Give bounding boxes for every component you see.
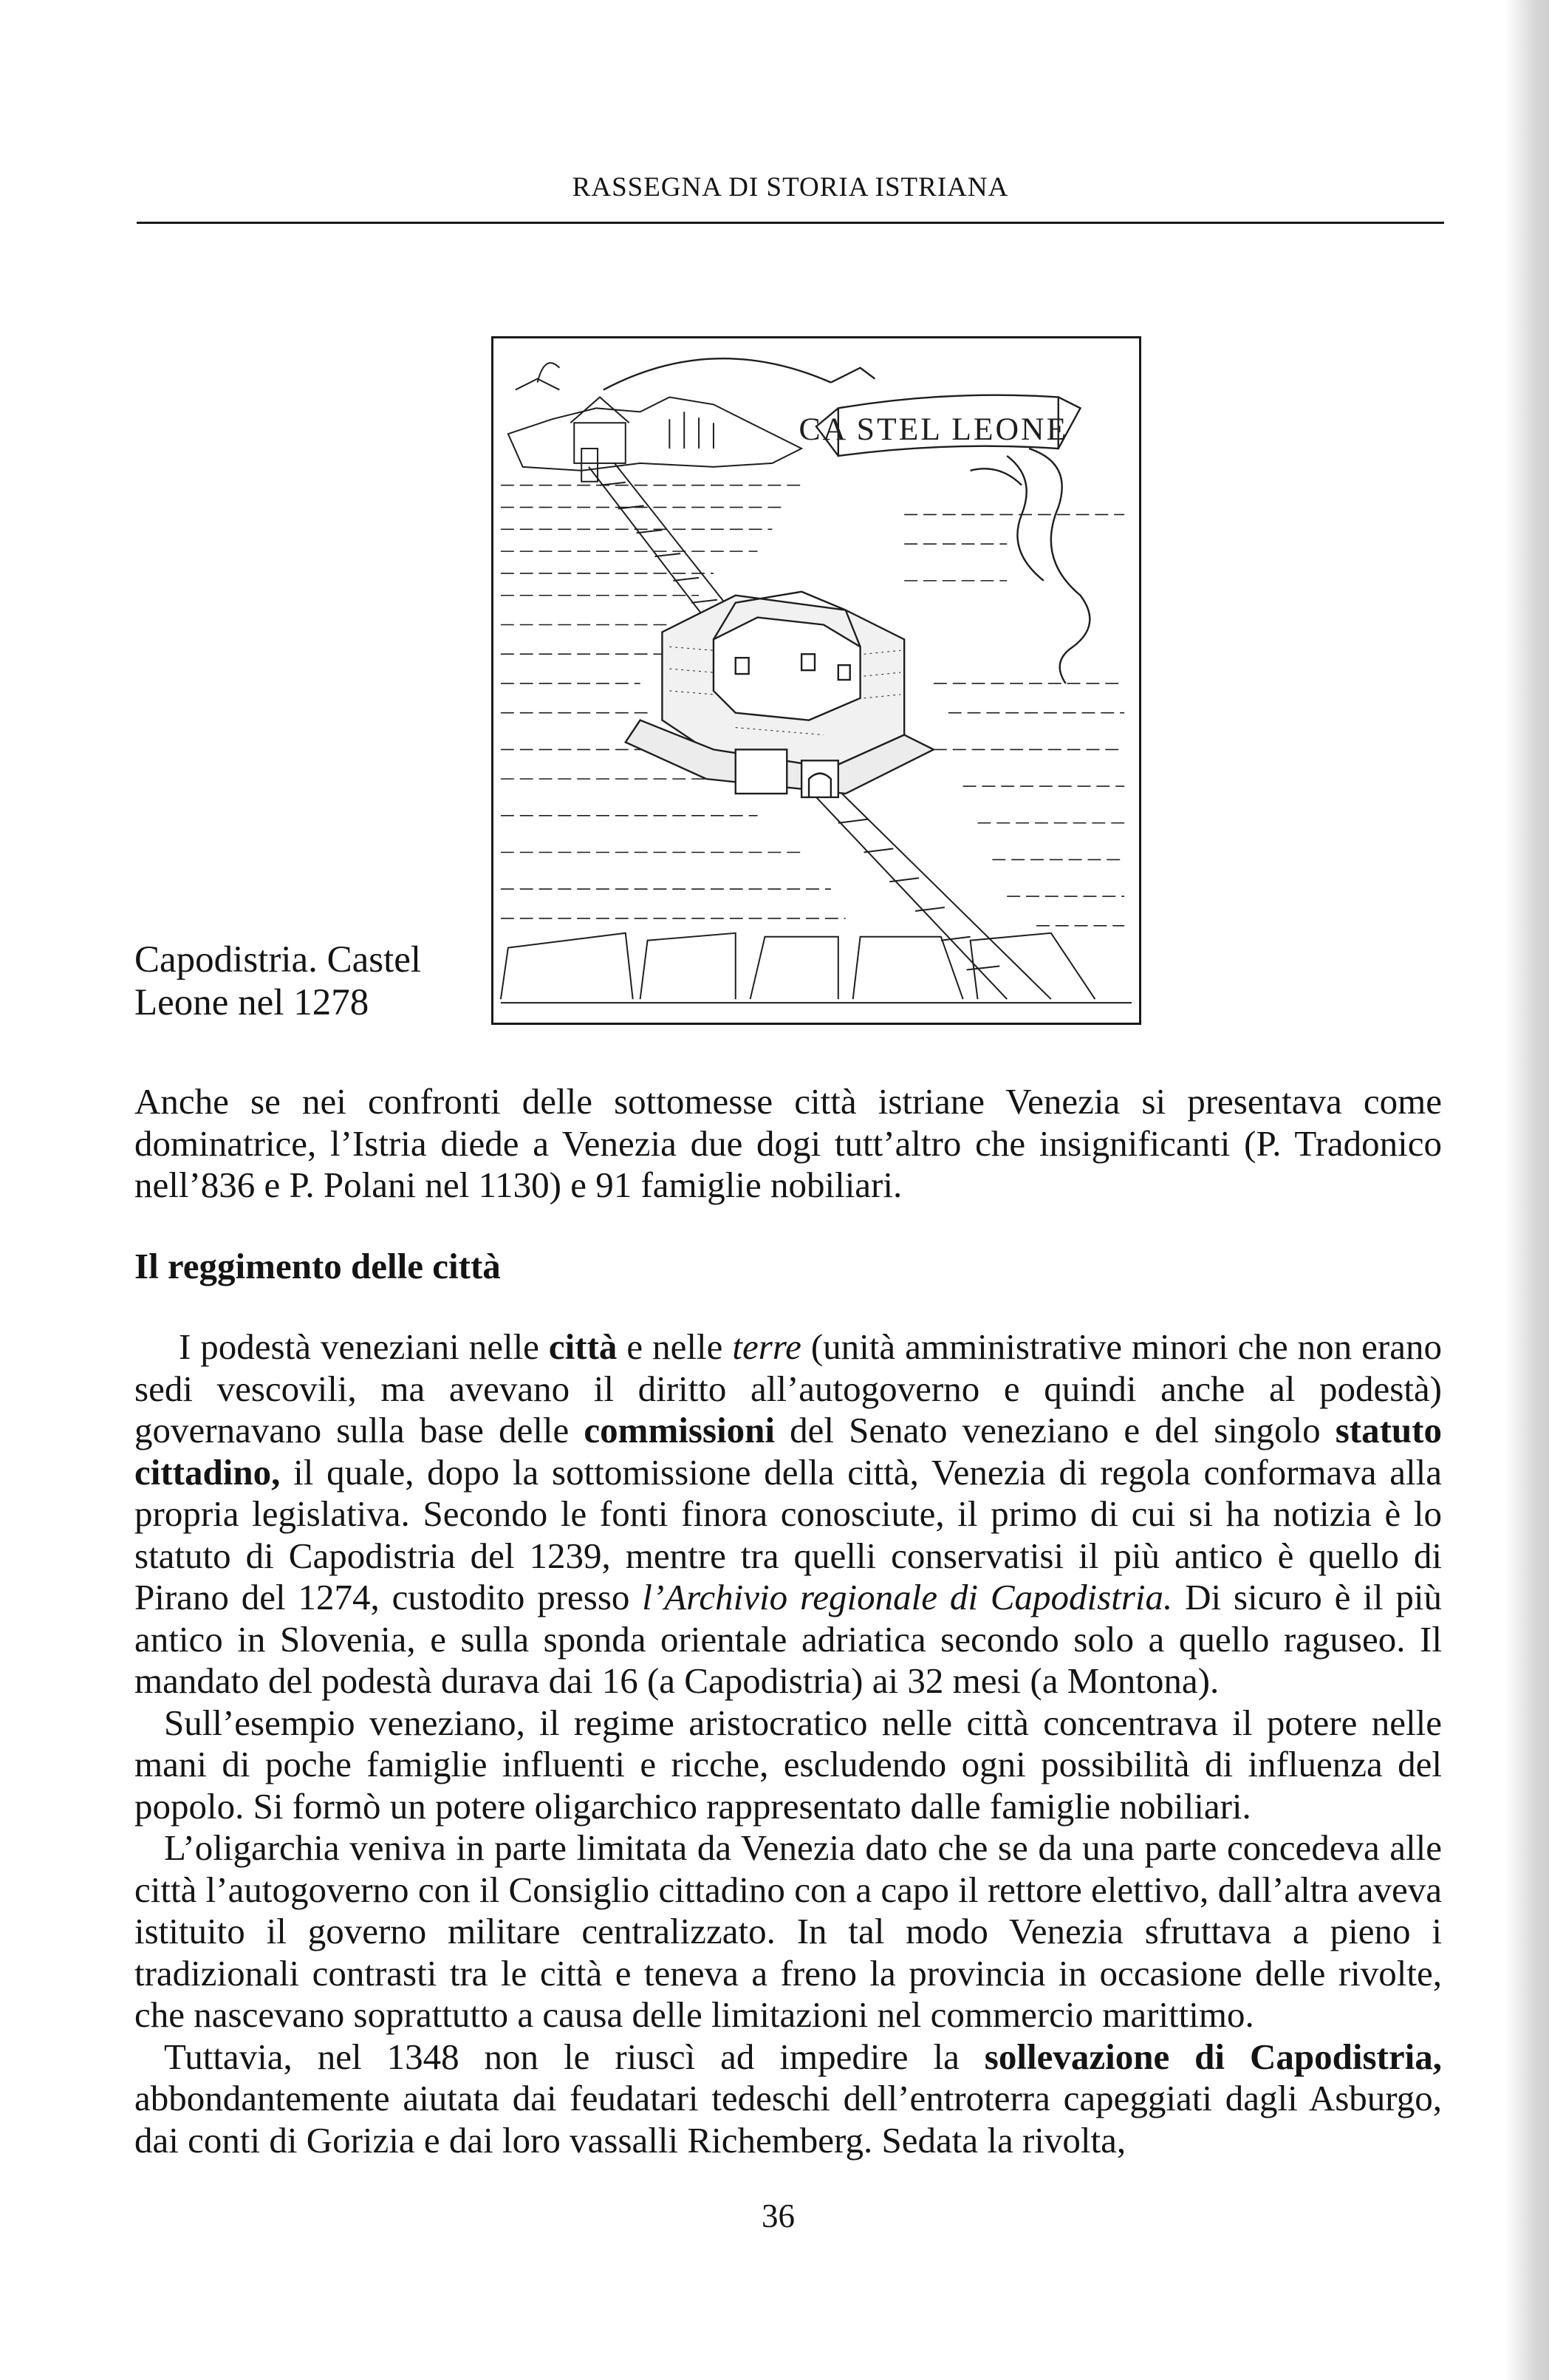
distant-town xyxy=(508,363,801,482)
body-paragraph-2: Sull’esempio veneziano, il regime aristocratico nelle città concentrava il potere nelle mani di poche famiglie influenti e ricche, escludendo ogni possibilità di influenza del popolo. Si formò un potere oligarchico rappresentato dalle famiglie nobiliari. xyxy=(134,1702,1442,1827)
banner-label: CA STEL LEONE xyxy=(799,412,1069,448)
castle-building xyxy=(626,592,934,797)
page-edge-shadow xyxy=(1505,0,1549,2380)
bold-term: commissioni xyxy=(584,1410,776,1450)
section-heading: Il reggimento delle città xyxy=(134,1246,501,1286)
header-rule xyxy=(137,222,1444,224)
running-head: RASSEGNA DI STORIA ISTRIANA xyxy=(572,172,1009,202)
italic-term: terre xyxy=(732,1326,801,1367)
italic-term: l’Archivio regionale di Capodistria. xyxy=(642,1577,1173,1617)
figure-caption xyxy=(134,938,482,1024)
caption-line-1: Capodistria. Castel xyxy=(134,939,422,981)
foreground-salt-pans xyxy=(501,933,1132,1003)
bold-term: sollevazione di Capodistria, xyxy=(984,2036,1442,2077)
body-paragraph-4: Tuttavia, nel 1348 non le riuscì ad impedire la sollevazione di Capodistria, abbondantemente aiutata dai feudatari tedeschi dell’entroterra capeggiati dagli Asburgo, dai conti di Gorizia e dai loro vassalli Richemberg. Sedata la rivolta, xyxy=(134,2036,1442,2161)
bold-term: statuto cittadino, xyxy=(134,1410,1442,1493)
intro-paragraph xyxy=(134,1081,1442,1207)
caption-line-2: Leone nel 1278 xyxy=(134,982,369,1023)
body-text xyxy=(134,1326,1442,2161)
intro-text: Anche se nei confronti delle sottomesse città istriane Venezia si presentava come dominatrice, l’Istria diede a Venezia due dogi tutt’altro che insignificanti (P. Tradonico nell’836 e P. Polani nel 1130) e 91 famiglie nobiliari. xyxy=(134,1081,1442,1205)
body-paragraph-1: I podestà veneziani nelle città e nelle terre (unità amministrative minori che non erano sedi vescovili, ma avevano il diritto all’autogoverno e quindi anche al podestà) governavano sulla base delle commissioni del Senato veneziano e del singolo statuto cittadino, il quale, dopo la sottomissione della città, Venezia di regola conformava alla propria legislativa. Secondo le fonti finora conosciute, il primo di cui si ha notizia è lo statuto di Capodistria del 1239, mentre tra quelli conservatisi il più antico è quello di Pirano del 1274, custodito presso l’Archivio regionale di Capodistria. Di sicuro è il più antico in Slovenia, e sulla sponda orientale adriatica secondo solo a quello raguseo. Il mandato del podestà durava dai 16 (a Capodistria) ai 32 mesi (a Montona). xyxy=(134,1326,1443,1701)
body-paragraph-3: L’oligarchia veniva in parte limitata da Venezia dato che se da una parte concedeva alle città l’autogoverno con il Consiglio cittadino con a capo il rettore elettivo, dall’altra aveva istituito il governo militare centralizzato. In tal modo Venezia sfruttava a pieno i tradizionali contrasti tra le città e teneva a freno la provincia in occasione delle rivolte, che nascevano soprattutto a causa delle limitazioni nel commercio marittimo. xyxy=(134,1827,1442,2035)
bold-term: città xyxy=(548,1326,618,1367)
causeway-upper xyxy=(589,463,739,625)
page-number: 36 xyxy=(762,2197,795,2234)
castel-leone-illustration xyxy=(491,336,1141,1025)
